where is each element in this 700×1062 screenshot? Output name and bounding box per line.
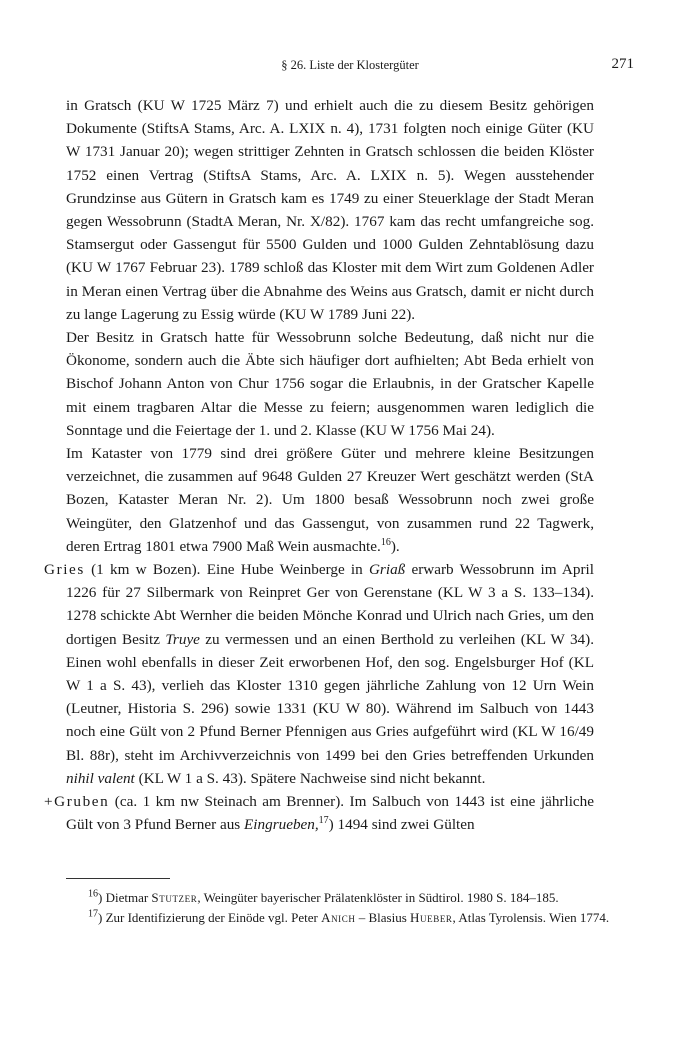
entry-gries-text-4: (KL W 1 a S. 43). Spätere Nachweise sind nicht bekannt. (134, 769, 486, 787)
paragraph-kataster-end: ). (390, 537, 400, 555)
footnotes (66, 888, 634, 928)
paragraph-kataster-text: Im Kataster von 1779 sind drei größere Güter und mehrere kleine Besitzungen verzeichnet, die zusammen auf 9648 Gulden 27 Kreuzer Wert geschätzt werden (StA Bozen, Kataster Meran Nr. 2). Um 1800 besaß Wessobrunn noch zwei große Weingüter, den Glatzenhof und das Gassengut, von zusammen rund 22 Tagwerk, deren Ertrag 1801 etwa 7900 Maß Wein ausmachte. (66, 445, 594, 555)
footnote-ref-16[interactable]: 16 (380, 536, 391, 548)
footnote-ref-17[interactable]: 17 (318, 815, 329, 827)
entry-gries-italic-3: nihil valent (66, 769, 135, 787)
entry-gruben-italic-1: Eingrueben, (244, 816, 319, 834)
entry-gruben-text-2: ) 1494 sind zwei Gülten (328, 816, 475, 834)
entry-heading-gruben: +Gruben (44, 793, 110, 811)
entry-gries-text-2: erwarb Wessobrunn im April 1226 für 27 Silbermark von Reinpret Ger von Gerenstane (KL W 3 a S. 133–134). 1278 schickte Abt Wernher die beiden Mönche Konrad und Ulrich nach Gries, um den dortigen Besitz (66, 561, 594, 648)
footnote-17-text-1: ) Zur Identifizierung der Einöde vgl. Peter (98, 910, 322, 925)
running-head-title: § 26. Liste der Klostergüter (281, 58, 419, 72)
footnote-17-text-2: , Atlas Tyrolensis. Wien 1774. (452, 910, 610, 925)
footnote-16 (66, 888, 634, 908)
paragraph-gratsch-continued: in Gratsch (KU W 1725 März 7) und erhielt auch die zu diesem Besitz gehörigen Dokumente (StiftsA Stams, Arc. A. LXIX n. 4), 1731 folgten noch einige Güter (KU W 1731 Januar 20); wegen strittiger Zehnten in Gratsch schlossen die beiden Klöster 1752 einen Vertrag (StiftsA Stams, Arc. A. LXIX n. 5). Wegen ausstehender Grundzinse aus Gütern in Gratsch kam es 1749 zu einer Steuerklage der Stadt Meran gegen Wessobrunn (StadtA Meran, Nr. X/82). 1767 kam das recht umfangreiche sog. Stamsergut oder Gassengut für 5500 Gulden und 1000 Gulden Zehntablösung dazu (KU W 1767 Februar 23). 1789 schloß das Kloster mit dem Wirt zum Goldenen Adler in Meran einen Vertrag über die Abnahme des Weins aus Gratsch, damit er nicht durch zu lange Lagerung zu Essig würde (KU W 1789 Juni 22). (66, 97, 594, 323)
entry-heading-gries: Gries (44, 561, 85, 579)
main-text (44, 94, 595, 837)
footnote-17-author-2: Hueber (410, 910, 453, 925)
entry-gries-italic-2: Truye (165, 630, 200, 648)
entry-gries-italic-1: Griaß (368, 561, 406, 579)
paragraph-kataster (66, 442, 594, 558)
entry-gruben-text-1: (ca. 1 km nw Steinach am Brenner). Im Salbuch von 1443 ist eine jährliche Gült von 3 Pfund Berner aus (66, 793, 594, 834)
footnote-17 (66, 908, 634, 928)
footnote-16-author: Stutzer (151, 890, 198, 905)
entry-gries-text-3: zu vermessen und an einen Berthold zu verleihen (KL W 34). Einen wohl ebenfalls in dieser Zeit erworbenen Hof, den sog. Engelsburger Hof (KL W 1 a S. 43), verlieh das Kloster 1310 gegen jährliche Zahlung von 12 Urn Wein (Leutner, Historia S. 296) sowie 1331 (KU W 80). Während im Salbuch von 1443 noch eine Gült von 2 Pfund Berner Pfennigen aus Gries aufgeführt wird (KL W 16/49 Bl. 88r), steht im Archivverzeichnis von 1499 bei den Gries betreffenden Urkunden (66, 630, 595, 764)
entry-gries (44, 558, 594, 790)
paragraph-gratsch-significance: Der Besitz in Gratsch hatte für Wessobrunn solche Bedeutung, daß nicht nur die Ökonome, sondern auch die Äbte sich häufiger dort aufhielten; Abt Beda erhielt von Bischof Johann Anton von Chur 1756 sogar die Erlaubnis, in der Gratscher Kapelle mit einem tragbaren Altar die Messe zu feiern; ausgenommen waren lediglich die Sonntage und die Feiertage der 1. und 2. Klasse (KU W 1756 Mai 24). (66, 329, 594, 439)
footnote-number-16: 16 (88, 888, 98, 900)
page-number: 271 (611, 56, 634, 72)
footnote-divider (66, 878, 170, 879)
running-head (66, 56, 634, 76)
footnote-number-17: 17 (88, 908, 98, 920)
entry-gries-text-1: (1 km w Bozen). Eine Hube Weinberge in (84, 561, 369, 579)
footnote-16-text-2: , Weingüter bayerischer Prälatenklöster in Südtirol. 1980 S. 184–185. (197, 890, 559, 905)
footnote-16-text-1: ) Dietmar (98, 890, 152, 905)
footnote-17-text-mid: – Blasius (355, 910, 411, 925)
entry-gruben (44, 790, 594, 836)
footnote-17-author-1: Anich (321, 910, 356, 925)
